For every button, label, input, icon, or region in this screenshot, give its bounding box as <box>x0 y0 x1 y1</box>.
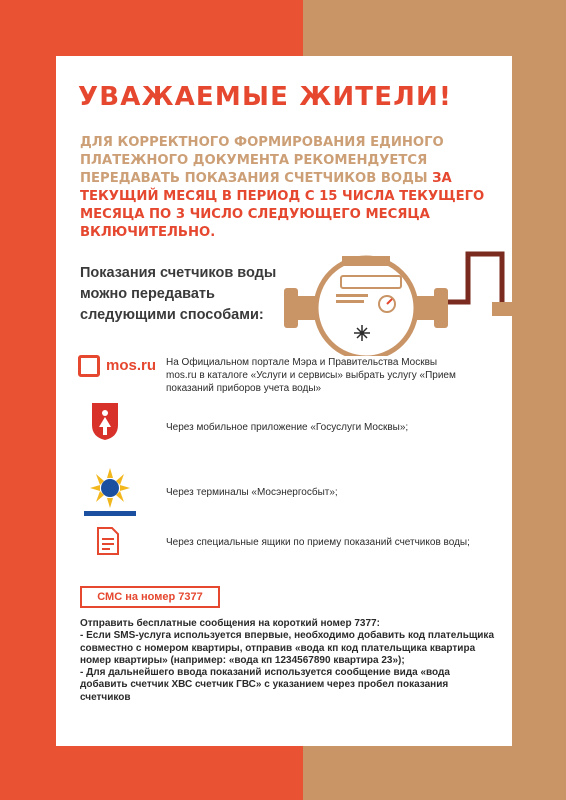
method-boxes-title: Через специальные ящики по приему показаний счетчиков воды; <box>166 537 470 548</box>
sms-label-box <box>80 586 220 608</box>
method-item-app <box>166 421 496 434</box>
method-terminals-title: Через терминалы «Мосэнергосбыт»; <box>166 487 338 498</box>
method-item-terminals <box>166 486 496 499</box>
mos-ru-logo <box>78 352 158 382</box>
mos-ru-square-icon <box>78 355 100 377</box>
method-item-boxes <box>166 536 496 549</box>
sms-label: СМС на номер 7377 <box>97 591 203 603</box>
water-meter-icon <box>284 246 512 356</box>
mosenergosbyt-logo <box>80 466 140 518</box>
intro-part-1: ДЛЯ КОРРЕКТНОГО ФОРМИРОВАНИЯ ЕДИНОГО ПЛАТЕЖНОГО ДОКУМЕНТА РЕКОМЕНДУЕТСЯ ПЕРЕДАВАТЬ ПОКАЗАНИЯ СЧЕТЧИКОВ ВОДЫ <box>80 135 444 186</box>
moscow-coat-of-arms-icon <box>90 401 120 441</box>
document-icon <box>96 526 120 556</box>
method-app-title: Через мобильное приложение «Госуслуги Москвы»; <box>166 422 409 433</box>
intro-part-2: ЗА ТЕКУЩИЙ МЕСЯЦ В ПЕРИОД С 15 ЧИСЛА ТЕКУЩЕГО МЕСЯЦА ПО 3 ЧИСЛО СЛЕДУЮЩЕГО МЕСЯЦА ВКЛЮЧИТЕЛЬНО. <box>80 171 485 240</box>
intro-text <box>80 134 500 242</box>
method-portal-title: На Официальном портале Мэра и Правительства Москвы <box>166 357 438 368</box>
notice-card <box>56 56 512 746</box>
ways-heading: Показания счетчиков воды можно передавать следующими способами: <box>80 265 277 323</box>
mos-ru-logo-text: mos.ru <box>106 357 157 374</box>
sms-instructions: Отправить бесплатные сообщения на короткий номер 7377: - Если SMS-услуга используется впервые, необходимо добавить код плательщика совместно с номером квартиры, отправив «вода кп код плательщика квартира номер квартиры» (например: «вода кп 1234567890 квартира 23»); - Для дальнейшего ввода показаний используется сообщение вида «вода добавить счетчик ХВС счетчик ГВС» с указанием через пробел показания счетчиков <box>80 618 494 703</box>
method-item-portal <box>166 356 496 395</box>
method-portal-text: mos.ru в каталоге «Услуги и сервисы» выбрать услугу «Прием показаний приборов учета воды» <box>166 370 456 394</box>
page-title: УВАЖАЕМЫЕ ЖИТЕЛИ! <box>78 82 453 112</box>
